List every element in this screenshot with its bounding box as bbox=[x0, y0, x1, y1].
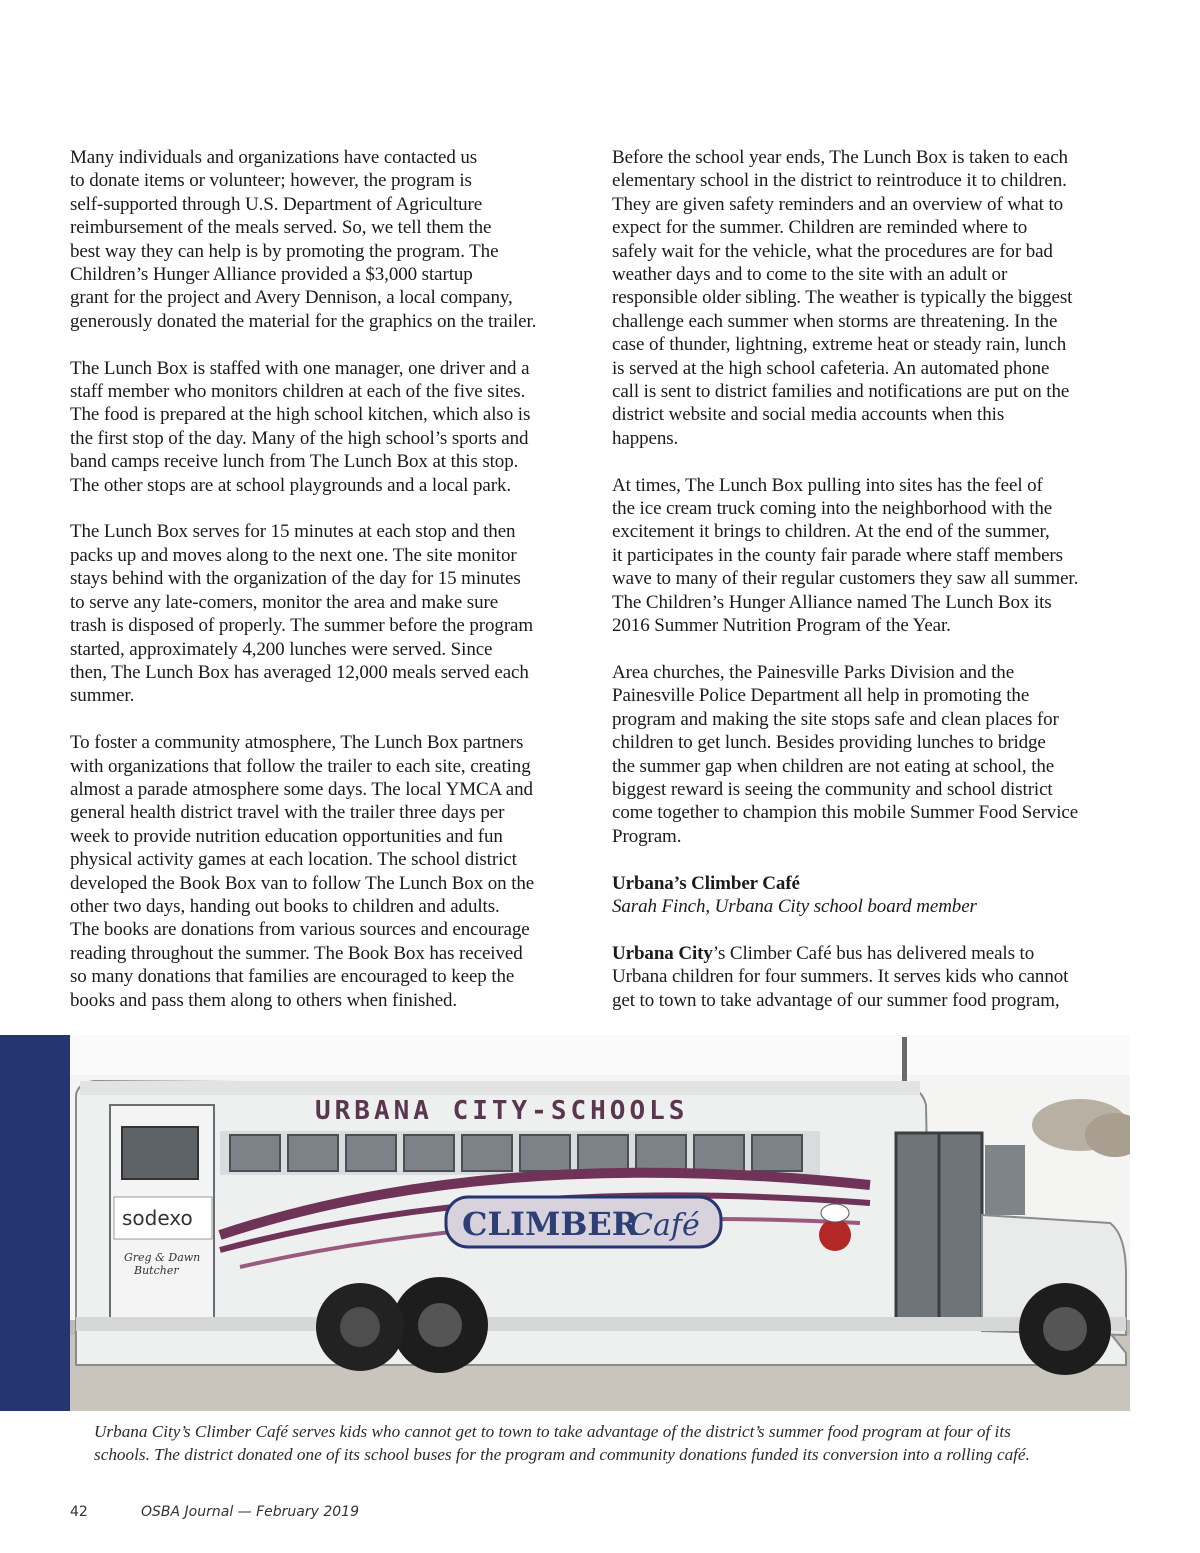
text-line: best way they can help is by promoting the program. The bbox=[70, 240, 499, 262]
text-line: Area churches, the Painesville Parks Division and the bbox=[612, 661, 1015, 683]
text-line: 2016 Summer Nutrition Program of the Year. bbox=[612, 615, 951, 637]
right-column bbox=[612, 146, 1132, 1035]
paragraph bbox=[612, 146, 1132, 450]
text-line: biggest reward is seeing the community and school district bbox=[612, 778, 1053, 800]
text-line: grant for the project and Avery Dennison, a local company, bbox=[70, 287, 513, 309]
bus-illustration bbox=[70, 1035, 1130, 1411]
accent-bar bbox=[0, 1035, 70, 1411]
text-line: safely wait for the vehicle, what the procedures are for bad bbox=[612, 240, 1053, 262]
text-line: to donate items or volunteer; however, the program is bbox=[70, 170, 472, 192]
sponsor-sodexo: sodexo bbox=[122, 1206, 193, 1230]
photo-caption bbox=[94, 1420, 1124, 1466]
text-line: Urbana children for four summers. It serves kids who cannot bbox=[612, 966, 1069, 988]
bus-photo bbox=[70, 1035, 1130, 1411]
text-line: staff member who monitors children at each of the five sites. bbox=[70, 381, 526, 403]
text-line: elementary school in the district to reintroduce it to children. bbox=[612, 170, 1067, 192]
caption-line: schools. The district donated one of its school buses for the program and community donations funded its conversion into a rolling café. bbox=[94, 1445, 1030, 1464]
text-line: They are given safety reminders and an overview of what to bbox=[612, 193, 1064, 215]
paragraph bbox=[612, 661, 1132, 848]
text-line: with organizations that follow the trailer to each site, creating bbox=[70, 755, 531, 777]
text-line: program and making the site stops safe and clean places for bbox=[612, 708, 1059, 730]
cafe-logo-script: Café bbox=[630, 1208, 700, 1243]
text-line: band camps receive lunch from The Lunch Box at this stop. bbox=[70, 451, 519, 473]
text-line: to serve any late-comers, monitor the area and make sure bbox=[70, 591, 499, 613]
text-line bbox=[612, 942, 1132, 965]
text-line: Before the school year ends, The Lunch Box is taken to each bbox=[612, 147, 1068, 168]
text-line: self-supported through U.S. Department of Agriculture bbox=[70, 193, 483, 215]
text-line: Many individuals and organizations have contacted us bbox=[70, 147, 478, 168]
text-line: physical activity games at each location. The school district bbox=[70, 849, 517, 871]
paragraph bbox=[70, 731, 590, 1012]
text-line: district website and social media accounts when this bbox=[612, 404, 1005, 426]
text-line: books and pass them along to others when finished. bbox=[70, 989, 458, 1011]
text-line: then, The Lunch Box has averaged 12,000 meals served each bbox=[70, 661, 529, 683]
text-line: week to provide nutrition education opportunities and fun bbox=[70, 825, 503, 847]
text-line: the summer gap when children are not eating at school, the bbox=[612, 755, 1055, 777]
text-line: come together to champion this mobile Summer Food Service bbox=[612, 802, 1079, 824]
paragraph bbox=[612, 942, 1132, 1012]
text-line: At times, The Lunch Box pulling into sites has the feel of bbox=[612, 474, 1043, 496]
text-line: the first stop of the day. Many of the high school’s sports and bbox=[70, 427, 529, 449]
text-line: The Lunch Box is staffed with one manager, one driver and a bbox=[70, 357, 530, 379]
cafe-logo-main: CLIMBER bbox=[462, 1205, 639, 1243]
text-line: developed the Book Box van to follow The Lunch Box on the bbox=[70, 872, 535, 894]
text-line: Program. bbox=[612, 825, 682, 847]
text-line: it participates in the county fair parade where staff members bbox=[612, 544, 1063, 566]
paragraph bbox=[612, 474, 1132, 638]
text-line: stays behind with the organization of the day for 15 minutes bbox=[70, 568, 521, 590]
paragraph bbox=[70, 146, 590, 333]
text-line: happens. bbox=[612, 427, 679, 449]
caption-line: Urbana City’s Climber Café serves kids who cannot get to town to take advantage of the district’s summer food program at four of its bbox=[94, 1422, 1011, 1441]
journal-footer: OSBA Journal — February 2019 bbox=[141, 1504, 359, 1520]
text-line: summer. bbox=[70, 685, 135, 707]
text-line: the ice cream truck coming into the neighborhood with the bbox=[612, 498, 1053, 520]
text-line: Children’s Hunger Alliance provided a $3,000 startup bbox=[70, 264, 473, 286]
text-line: almost a parade atmosphere some days. The local YMCA and bbox=[70, 778, 533, 800]
sponsor-name-line2: Butcher bbox=[134, 1264, 179, 1277]
text-line: children to get lunch. Besides providing lunches to bridge bbox=[612, 732, 1046, 754]
text-line: other two days, handing out books to children and adults. bbox=[70, 895, 500, 917]
text-line: The Lunch Box serves for 15 minutes at each stop and then bbox=[70, 521, 516, 543]
text-line: excitement it brings to children. At the end of the summer, bbox=[612, 521, 1050, 543]
text-line: The food is prepared at the high school kitchen, which also is bbox=[70, 404, 531, 426]
paragraph bbox=[70, 520, 590, 707]
text-line: challenge each summer when storms are threatening. In the bbox=[612, 310, 1058, 332]
text-line: is served at the high school cafeteria. An automated phone bbox=[612, 357, 1050, 379]
text-line: case of thunder, lightning, extreme heat or steady rain, lunch bbox=[612, 334, 1067, 356]
text-line: The books are donations from various sources and encourage bbox=[70, 919, 530, 941]
text-line: To foster a community atmosphere, The Lunch Box partners bbox=[70, 732, 524, 754]
text-line: get to town to take advantage of our summer food program, bbox=[612, 989, 1060, 1011]
text-line: general health district travel with the trailer three days per bbox=[70, 802, 505, 824]
section-byline: Sarah Finch, Urbana City school board member bbox=[612, 895, 977, 917]
paragraph bbox=[70, 357, 590, 497]
text-line: The Children’s Hunger Alliance named The Lunch Box its bbox=[612, 591, 1052, 613]
text-line: Painesville Police Department all help in promoting the bbox=[612, 685, 1030, 707]
section-header bbox=[612, 872, 1132, 919]
text-line: call is sent to district families and notifications are put on the bbox=[612, 381, 1070, 403]
text-line: reimbursement of the meals served. So, we tell them the bbox=[70, 217, 492, 239]
sponsor-name-line1: Greg & Dawn bbox=[124, 1251, 201, 1264]
page-number: 42 bbox=[70, 1504, 88, 1520]
left-column bbox=[70, 146, 590, 1035]
section-heading: Urbana’s Climber Café bbox=[612, 872, 800, 894]
text-line: trash is disposed of properly. The summer before the program bbox=[70, 615, 534, 637]
text-line: weather days and to come to the site with an adult or bbox=[612, 264, 1008, 286]
bus-title: URBANA CITY-SCHOOLS bbox=[315, 1096, 689, 1126]
text-line: wave to many of their regular customers they saw all summer. bbox=[612, 568, 1079, 590]
text-line: so many donations that families are encouraged to keep the bbox=[70, 966, 515, 988]
text-line: generously donated the material for the graphics on the trailer. bbox=[70, 310, 537, 332]
text-line: The other stops are at school playgrounds and a local park. bbox=[70, 474, 511, 496]
text-line: responsible older sibling. The weather is typically the biggest bbox=[612, 287, 1073, 309]
text-line: expect for the summer. Children are reminded where to bbox=[612, 217, 1028, 239]
text-line: reading throughout the summer. The Book Box has received bbox=[70, 942, 523, 964]
lead-bold-text: Urbana City bbox=[612, 942, 713, 964]
lead-text: ’s Climber Café bus has delivered meals to bbox=[712, 942, 1035, 964]
text-line: packs up and moves along to the next one. The site monitor bbox=[70, 544, 517, 566]
text-line: started, approximately 4,200 lunches were served. Since bbox=[70, 638, 493, 660]
